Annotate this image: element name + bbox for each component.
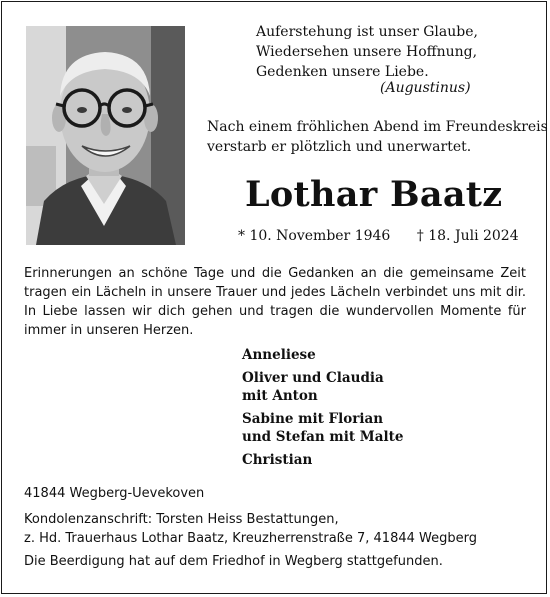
- death-date: † 18. Juli 2024: [416, 228, 519, 244]
- memorial-text: [24, 264, 526, 340]
- intro-line: Nach einem fröhlichen Abend im Freundeskreis: [207, 119, 548, 135]
- quote-line: Auferstehung ist unser Glaube,: [256, 24, 478, 40]
- condolence-line: z. Hd. Trauerhaus Lothar Baatz, Kreuzherrenstraße 7, 41844 Wegberg: [24, 531, 477, 546]
- mourner-name: Christian: [242, 452, 313, 468]
- mourner-group: [242, 451, 403, 469]
- deceased-name: Lothar Baatz: [245, 174, 503, 215]
- mourners-list: [242, 346, 403, 474]
- memorial-line: tragen ein Lächeln in unsere Trauer und jedes Lächeln verbindet uns mit dir.: [24, 285, 526, 300]
- quote-line: Gedenken unsere Liebe.: [256, 64, 429, 80]
- quote-line: Wiedersehen unsere Hoffnung,: [256, 44, 478, 60]
- quote-source: (Augustinus): [380, 80, 471, 96]
- death-announcement: [207, 117, 548, 157]
- memorial-quote: [256, 22, 478, 82]
- memorial-line: In Liebe lassen wir dich gehen und tragen die wundervollen Momente für: [24, 304, 526, 319]
- mourner-group: [242, 410, 403, 446]
- mourner-name: Oliver und Claudia: [242, 370, 384, 386]
- condolence-address: [24, 510, 477, 548]
- portrait-illustration: [26, 26, 185, 245]
- mourner-name: und Stefan mit Malte: [242, 429, 404, 445]
- residence-place: 41844 Wegberg-Uevekoven: [24, 486, 205, 501]
- mourner-name: mit Anton: [242, 388, 318, 404]
- mourner-group: [242, 346, 403, 364]
- mourner-group: [242, 369, 403, 405]
- intro-line: verstarb er plötzlich und unerwartet.: [207, 139, 472, 155]
- mourner-name: Anneliese: [242, 347, 316, 363]
- life-dates: [238, 228, 541, 244]
- memorial-line: Erinnerungen an schöne Tage und die Gedanken an die gemeinsame Zeit: [24, 266, 526, 281]
- memorial-line: immer in unseren Herzen.: [24, 323, 194, 338]
- mourner-name: Sabine mit Florian: [242, 411, 384, 427]
- condolence-line: Kondolenzanschrift: Torsten Heiss Bestattungen,: [24, 512, 339, 527]
- funeral-note: Die Beerdigung hat auf dem Friedhof in Wegberg stattgefunden.: [24, 554, 443, 569]
- birth-date: * 10. November 1946: [238, 228, 391, 244]
- portrait-photo: [26, 26, 185, 245]
